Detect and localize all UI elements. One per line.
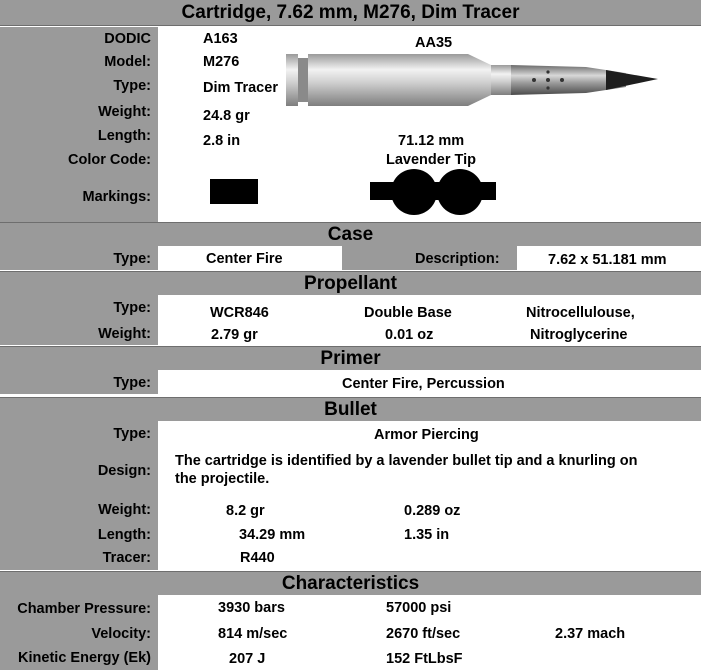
type-value: Dim Tracer	[203, 80, 278, 96]
model-label: Model:	[104, 54, 151, 70]
bullet-design-line-1: The cartridge is identified by a lavender bullet tip and a knurling on	[175, 453, 638, 469]
bullet-length-in: 1.35 in	[404, 527, 450, 543]
length-label: Length:	[97, 128, 151, 144]
bullet-type-label: Type:	[113, 426, 151, 442]
cartridge-image	[286, 44, 658, 116]
dodic-value: A163	[203, 31, 238, 47]
knurling-marking-icon	[370, 168, 496, 216]
velocity-ms: 814 m/sec	[218, 626, 288, 642]
bullet-weight-gr: 8.2 gr	[226, 503, 265, 519]
length-in-value: 2.8 in	[203, 133, 241, 149]
propellant-weight-gr: 2.79 gr	[211, 327, 258, 343]
weight-label: Weight:	[98, 104, 151, 120]
bullet-length-label: Length:	[97, 527, 151, 543]
case-header: Case	[0, 222, 701, 247]
characteristics-header: Characteristics	[0, 571, 701, 596]
primer-header: Primer	[0, 346, 701, 371]
velocity-fts: 2670 ft/sec	[386, 626, 461, 642]
propellant-header: Propellant	[0, 271, 701, 296]
velocity-label: Velocity:	[91, 626, 151, 642]
color-code-label: Color Code:	[68, 152, 151, 168]
tracer-label: Tracer:	[102, 550, 151, 566]
weight-value: 24.8 gr	[203, 108, 250, 124]
bullet-design-line-2: the projectile.	[175, 471, 270, 487]
kinetic-energy-label: Kinetic Energy (Ek)	[18, 650, 151, 666]
bullet-length-mm: 34.29 mm	[239, 527, 306, 543]
color-code-value: Lavender Tip	[386, 152, 476, 168]
image-label: AA35	[415, 35, 453, 51]
bullet-weight-label: Weight:	[98, 502, 151, 518]
propellant-weight-label: Weight:	[98, 326, 151, 342]
propellant-type-value: WCR846	[210, 305, 269, 321]
propellant-base-value: Double Base	[364, 305, 452, 321]
tracer-value: R440	[240, 550, 275, 566]
length-mm-value: 71.12 mm	[398, 133, 465, 149]
chamber-pressure-psi: 57000 psi	[386, 600, 452, 616]
dodic-label: DODIC	[104, 31, 151, 47]
primer-type-value: Center Fire, Percussion	[342, 376, 505, 392]
case-type-value: Center Fire	[206, 251, 283, 267]
model-value: M276	[203, 54, 240, 70]
primer-type-label: Type:	[113, 375, 151, 391]
color-marking-swatch	[210, 179, 258, 204]
propellant-composition-2: Nitroglycerine	[530, 327, 628, 343]
kinetic-energy-j: 207 J	[229, 651, 266, 667]
propellant-composition-1: Nitrocellulouse,	[526, 305, 635, 321]
type-label: Type:	[113, 78, 151, 94]
chamber-pressure-label: Chamber Pressure:	[17, 601, 151, 617]
case-type-label: Type:	[113, 251, 151, 267]
chamber-pressure-bars: 3930 bars	[218, 600, 285, 616]
case-description-label: Description:	[415, 251, 500, 267]
propellant-type-label: Type:	[113, 300, 151, 316]
kinetic-energy-ftlbs: 152 FtLbsF	[386, 651, 463, 667]
velocity-mach: 2.37 mach	[555, 626, 626, 642]
bullet-design-label: Design:	[97, 463, 151, 479]
bullet-weight-oz: 0.289 oz	[404, 503, 461, 519]
propellant-weight-oz: 0.01 oz	[385, 327, 434, 343]
markings-label: Markings:	[82, 189, 151, 205]
bullet-type-value: Armor Piercing	[374, 427, 479, 443]
bullet-header: Bullet	[0, 397, 701, 422]
bullet-panel	[158, 421, 701, 570]
page-title: Cartridge, 7.62 mm, M276, Dim Tracer	[0, 0, 701, 26]
case-description-value: 7.62 x 51.181 mm	[548, 252, 667, 268]
